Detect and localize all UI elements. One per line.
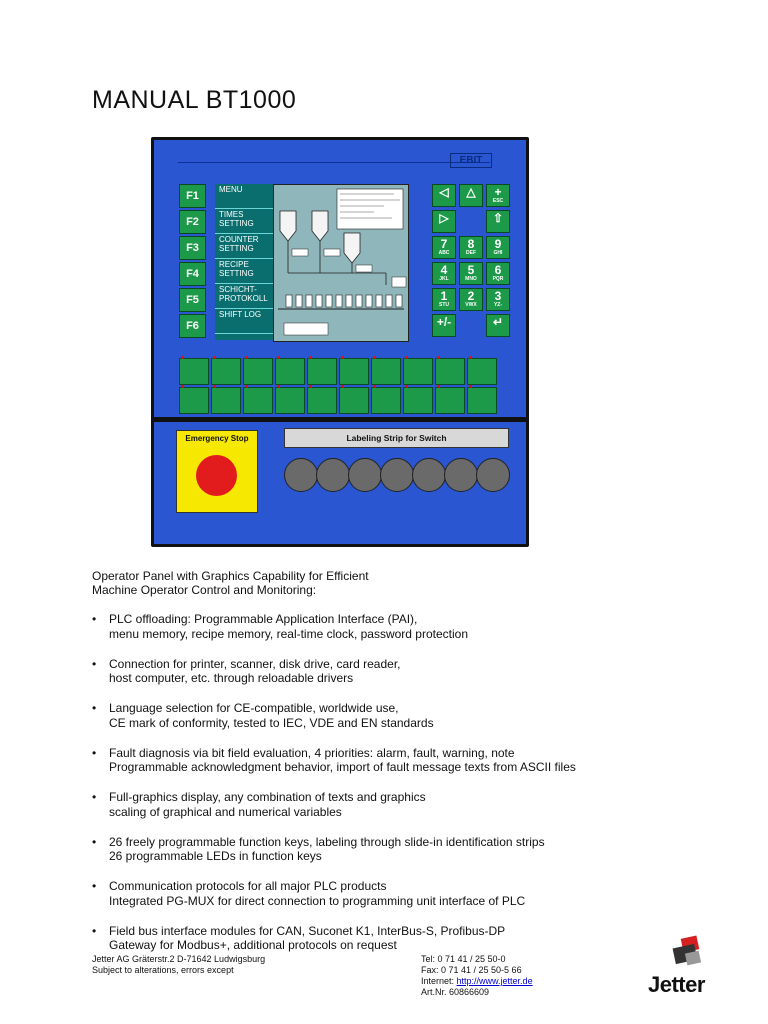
keypad-key-label: 9 bbox=[494, 237, 502, 251]
grid-function-key bbox=[339, 358, 369, 385]
emergency-stop-box bbox=[176, 430, 258, 513]
grid-function-key bbox=[275, 358, 305, 385]
keypad-key-sublabel: ABC bbox=[438, 250, 450, 256]
display-screen bbox=[273, 184, 409, 342]
grid-function-key bbox=[307, 387, 337, 414]
keypad-key-label: ◁ bbox=[439, 185, 449, 199]
function-key-f6: F6 bbox=[179, 314, 206, 338]
keypad-key-label: 6 bbox=[494, 263, 502, 277]
led-indicator bbox=[181, 385, 184, 388]
keypad-key-sublabel: ESC bbox=[492, 198, 504, 204]
grid-function-key bbox=[243, 358, 273, 385]
grid-function-key bbox=[211, 358, 241, 385]
intro-line: Machine Operator Control and Monitoring: bbox=[92, 583, 317, 597]
keypad-key bbox=[459, 184, 483, 207]
led-indicator bbox=[245, 356, 248, 359]
feature-line: menu memory, recipe memory, real-time clock, password protection bbox=[109, 626, 469, 641]
function-key-grid bbox=[179, 358, 509, 414]
keypad-key-label: ⇧ bbox=[492, 211, 504, 225]
keypad-key bbox=[432, 262, 456, 285]
keypad-key bbox=[459, 262, 483, 285]
grid-function-key bbox=[371, 387, 401, 414]
keypad-key-label: 3 bbox=[494, 289, 502, 303]
keypad-key-label: ▷ bbox=[439, 211, 449, 225]
led-indicator bbox=[437, 385, 440, 388]
led-indicator bbox=[309, 385, 312, 388]
intro-text bbox=[92, 569, 369, 597]
keypad-key bbox=[432, 288, 456, 311]
function-key-f3: F3 bbox=[179, 236, 206, 260]
feature-line: • Connection for printer, scanner, disk drive, card reader, bbox=[109, 656, 401, 671]
feature-line: CE mark of conformity, tested to IEC, VDE and EN standards bbox=[109, 715, 434, 730]
grid-function-key bbox=[179, 358, 209, 385]
keypad-key bbox=[486, 314, 510, 337]
jetter-logo bbox=[648, 934, 738, 1000]
led-indicator bbox=[213, 385, 216, 388]
feature-item bbox=[92, 790, 732, 819]
function-key-f2: F2 bbox=[179, 210, 206, 234]
feature-line: Programmable acknowledgment behavior, import of fault message texts from ASCII files bbox=[109, 760, 576, 774]
keypad-key bbox=[432, 210, 456, 233]
footer-disclaimer: Subject to alterations, errors except bbox=[92, 965, 234, 975]
feature-item bbox=[92, 879, 732, 908]
keypad-key-label: + bbox=[494, 185, 502, 199]
feature-line: • PLC offloading: Programmable Application Interface (PAI), bbox=[109, 612, 418, 626]
feature-item bbox=[92, 701, 732, 730]
led-indicator bbox=[469, 385, 472, 388]
feature-line: • Language selection for CE-compatible, worldwide use, bbox=[109, 701, 399, 715]
led-indicator bbox=[181, 356, 184, 359]
feature-list bbox=[92, 612, 732, 968]
keypad-key bbox=[486, 184, 510, 207]
panel-lower-section bbox=[154, 422, 526, 544]
feature-line: Gateway for Modbus+, additional protocols on request bbox=[109, 938, 397, 952]
footer-internet bbox=[421, 976, 533, 987]
keypad-key-label: △ bbox=[466, 185, 476, 199]
led-indicator bbox=[405, 385, 408, 388]
menu-item: COUNTER SETTING bbox=[215, 234, 273, 259]
menu-item: TIMES SETTING bbox=[215, 209, 273, 234]
grid-function-key bbox=[435, 387, 465, 414]
function-key-f5: F5 bbox=[179, 288, 206, 312]
keypad-key-sublabel: PQR bbox=[492, 276, 504, 282]
round-switch-button bbox=[316, 458, 350, 492]
keypad-key-sublabel: GHI bbox=[493, 250, 503, 256]
led-indicator bbox=[213, 356, 216, 359]
led-indicator bbox=[405, 356, 408, 359]
keypad-key bbox=[459, 288, 483, 311]
menu-item: MENU bbox=[215, 184, 273, 209]
footer-tel: Tel: 0 71 41 / 25 50-0 bbox=[421, 954, 506, 964]
led-indicator bbox=[373, 356, 376, 359]
grid-function-key bbox=[467, 358, 497, 385]
function-key-f4: F4 bbox=[179, 262, 206, 286]
feature-line: scaling of graphical and numerical variables bbox=[109, 804, 342, 819]
feature-item bbox=[92, 835, 732, 864]
footer-fax: Fax: 0 71 41 / 25 50-5 66 bbox=[421, 965, 522, 975]
menu-item: SCHICHT-PROTOKOLL bbox=[215, 284, 273, 309]
keypad-key bbox=[486, 262, 510, 285]
feature-line: • 26 freely programmable function keys, labeling through slide-in identification strips bbox=[109, 834, 545, 849]
grid-function-key bbox=[243, 387, 273, 414]
keypad-key-sublabel: MNO bbox=[465, 276, 477, 282]
feature-item bbox=[92, 746, 732, 775]
round-switch-button bbox=[476, 458, 510, 492]
keypad-key bbox=[432, 236, 456, 259]
feature-item bbox=[92, 657, 732, 686]
round-switch-button bbox=[380, 458, 414, 492]
grid-function-key bbox=[307, 358, 337, 385]
keypad-key-sublabel: JKL bbox=[439, 276, 449, 282]
keypad-key-label: +/- bbox=[436, 315, 452, 329]
led-indicator bbox=[437, 356, 440, 359]
led-indicator bbox=[373, 385, 376, 388]
led-indicator bbox=[341, 385, 344, 388]
function-key-f1: F1 bbox=[179, 184, 206, 208]
feature-item bbox=[92, 612, 732, 641]
round-switch-button bbox=[412, 458, 446, 492]
feature-line: • Full-graphics display, any combination of texts and graphics bbox=[109, 790, 426, 804]
panel-logo-icon: EBIT bbox=[450, 153, 492, 168]
keypad-key-label: 1 bbox=[440, 289, 448, 303]
grid-function-key bbox=[467, 387, 497, 414]
panel-divider-line bbox=[178, 162, 490, 163]
grid-function-key bbox=[339, 387, 369, 414]
keypad-key-label: 7 bbox=[440, 237, 448, 251]
footer-left bbox=[92, 954, 265, 976]
grid-function-key bbox=[179, 387, 209, 414]
labeling-strip: Labeling Strip for Switch bbox=[284, 428, 509, 448]
grid-function-key bbox=[275, 387, 305, 414]
silo-graphic-icon bbox=[274, 185, 408, 341]
operator-panel-illustration bbox=[151, 137, 529, 547]
internet-label: Internet: bbox=[421, 976, 457, 986]
panel-upper-section bbox=[154, 140, 526, 417]
emergency-stop-button-icon bbox=[196, 455, 237, 496]
grid-function-key bbox=[211, 387, 241, 414]
round-switch-button bbox=[284, 458, 318, 492]
led-indicator bbox=[309, 356, 312, 359]
grid-function-key bbox=[403, 387, 433, 414]
footer-company: Jetter AG Gräterstr.2 D-71642 Ludwigsburg bbox=[92, 954, 266, 964]
keypad-key bbox=[486, 210, 510, 233]
footer-contact bbox=[421, 954, 533, 998]
grid-function-key bbox=[403, 358, 433, 385]
grid-function-key bbox=[435, 358, 465, 385]
keypad-key-label: 8 bbox=[467, 237, 475, 251]
keypad-key bbox=[459, 236, 483, 259]
page-title: MANUAL BT1000 bbox=[92, 86, 297, 114]
display-menu bbox=[215, 184, 273, 340]
keypad-key-sublabel: VWX bbox=[465, 302, 477, 308]
menu-item: RECIPE SETTING bbox=[215, 259, 273, 284]
feature-line: • Field bus interface modules for CAN, Suconet K1, InterBus-S, Profibus-DP bbox=[109, 923, 506, 938]
feature-line: • Fault diagnosis via bit field evaluation, 4 priorities: alarm, fault, warning, note bbox=[109, 745, 515, 760]
led-indicator bbox=[341, 356, 344, 359]
keypad-key bbox=[432, 184, 456, 207]
jetter-website-link[interactable]: http://www.jetter.de bbox=[456, 976, 533, 986]
feature-line: 26 programmable LEDs in function keys bbox=[109, 849, 322, 863]
feature-line: Integrated PG-MUX for direct connection to programming unit interface of PLC bbox=[109, 893, 526, 908]
keypad-key bbox=[486, 236, 510, 259]
grid-function-key bbox=[371, 358, 401, 385]
led-indicator bbox=[277, 385, 280, 388]
menu-item: SHIFT LOG bbox=[215, 309, 273, 334]
keypad-key-label: 2 bbox=[467, 289, 475, 303]
led-indicator bbox=[277, 356, 280, 359]
led-indicator bbox=[469, 356, 472, 359]
keypad-key-label: ↵ bbox=[492, 315, 504, 329]
keypad-key bbox=[486, 288, 510, 311]
emergency-stop-label: Emergency Stop bbox=[185, 434, 249, 443]
keypad-key-sublabel: DEF bbox=[466, 250, 476, 256]
keypad-key-sublabel: YZ- bbox=[493, 302, 503, 308]
intro-line: Operator Panel with Graphics Capability for Efficient bbox=[92, 569, 369, 583]
jetter-logo-icon bbox=[648, 934, 738, 974]
keypad-key bbox=[432, 314, 456, 337]
feature-item bbox=[92, 924, 732, 953]
keypad-key-label: 5 bbox=[467, 263, 475, 277]
round-switch-button bbox=[348, 458, 382, 492]
jetter-logo-text: Jetter bbox=[648, 972, 705, 997]
keypad-key-sublabel: STU bbox=[439, 302, 449, 308]
round-switch-button bbox=[444, 458, 478, 492]
keypad-key-label: 4 bbox=[440, 263, 448, 277]
feature-line: • Communication protocols for all major PLC products bbox=[109, 879, 387, 893]
feature-line: host computer, etc. through reloadable drivers bbox=[109, 671, 354, 685]
led-indicator bbox=[245, 385, 248, 388]
footer-artnr: Art.Nr. 60866609 bbox=[421, 987, 490, 997]
